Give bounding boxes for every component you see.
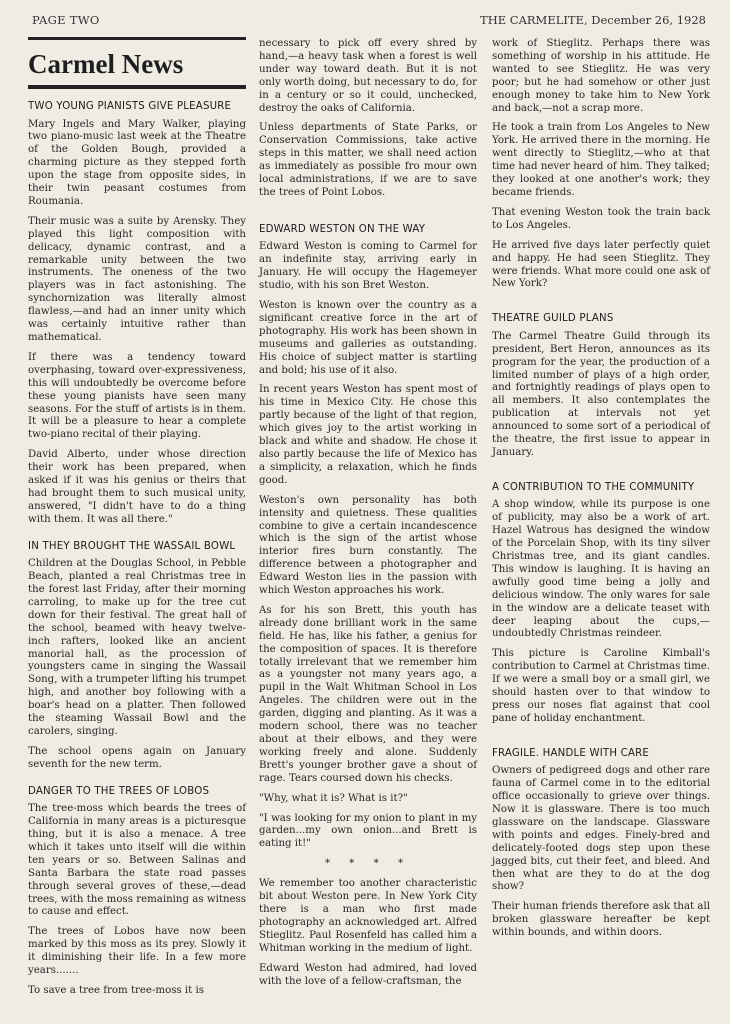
article-paragraph: "Why, what it is? What is it?" xyxy=(259,792,408,804)
article-paragraph: Owners of pedigreed dogs and other rare fauna of Carmel come in to the editorial office occasionally to grieve over things. Now it is glassware. There is too much glassware on the landscape. Glassware with points and edges. Finely-bred and delicately-footed dogs step upon these jagged bits, cut their feet, and bleed. And then what are they to do at the dog show? xyxy=(492,765,710,893)
article-heading: A CONTRIBUTION TO THE COMMUNITY xyxy=(492,481,695,493)
article-contribution-community xyxy=(492,482,710,726)
article-paragraph: necessary to pick off every shred by hand,—a heavy task when a forest is well under way toward death. But it is not only worth doing, but necessary to do, for in a century or so it could, unchecked, destroy the oaks of California. xyxy=(259,38,477,114)
article-paragraph: David Alberto, under whose direction their work has been prepared, when asked if it was his genius or theirs that had brought them to such musical unity, answered, "I didn't have to do a thing with them. It was all there." xyxy=(28,449,246,525)
article-heading: EDWARD WESTON ON THE WAY xyxy=(259,223,426,235)
column-2 xyxy=(259,38,477,995)
article-paragraph: If there was a tendency toward overphasing, toward over-expressiveness, this will undoubtedly be overcome before these young pianists have seen many seasons. For the stuff of artists is in them. It will be a pleasure to hear a complete two-piano recital of their playing. xyxy=(28,351,246,441)
article-paragraph: Weston is known over the country as a significant creative force in the art of photography. His work has been shown in museums and galleries as outstanding. His choice of subject matter is startling and bold; his use of it also. xyxy=(259,300,477,376)
article-paragraph: Edward Weston had admired, had loved with the love of a fellow-craftsman, the xyxy=(259,962,477,987)
article-paragraph: A shop window, while its purpose is one of publicity, may also be a work of art. Hazel Watrous has designed the window of the Porcelain Shop, with its tiny silver Christmas tree, and its giant candles. This window is laughing. It is having an awfully good time being a jolly and delicious window. The only wares for sale in the window are a delicate teaset with deer leaping about the cups,—undoubtedly Christmas reindeer. xyxy=(492,499,710,640)
article-paragraph: The school opens again on January seventh for the new term. xyxy=(28,745,246,770)
article-paragraph: That evening Weston took the train back to Los Angeles. xyxy=(492,206,710,231)
article-paragraph: To save a tree from tree-moss it is xyxy=(28,984,204,996)
article-theatre-guild xyxy=(492,313,710,460)
article-paragraph: Weston's own personality has both intensity and quietness. These qualities combine to give a certain incandescence which is the sign of the artist whose interior fires burn constantly. The difference between a photographer and Edward Weston lies in the passion with which Weston approaches his work. xyxy=(259,494,477,597)
article-two-young-pianists xyxy=(28,101,246,527)
article-paragraph: work of Stieglitz. Perhaps there was something of worship in his attitude. He wanted to see Stieglitz. He was very poor; but he had somehow or other just enough money to take him to New York and back,—not a scrap more. xyxy=(492,38,710,114)
article-heading: THEATRE GUILD PLANS xyxy=(492,313,614,325)
article-paragraph: We remember too another characteristic bit about Weston pere. In New York City there is a man who first made photography an acknowledged art. Alfred Stieglitz. Paul Rosenfeld has called him a Whitman working in the medium of light. xyxy=(259,878,477,954)
publication-date-line: THE CARMELITE, December 26, 1928 xyxy=(480,13,706,27)
article-edward-weston xyxy=(259,224,477,989)
article-paragraph: The tree-moss which beards the trees of California in many areas is a picturesque thing, but it is also a menace. A tree which it takes unto itself will die within ten years or so. Between Salinas and Santa Barbara the state road passes through several groves of these,—dead trees, with the moss remaining as witness to cause and effect. xyxy=(28,803,246,918)
article-paragraph: Their human friends therefore ask that all broken glassware hereafter be kept within bounds, and within doors. xyxy=(492,901,710,939)
column-3 xyxy=(492,38,710,947)
article-paragraph: The trees of Lobos have now been marked by this moss as its prey. Slowly it it diminishing their life. In a few more years....... xyxy=(28,926,246,977)
article-paragraph: Mary Ingels and Mary Walker, playing two piano-music last week at the Theatre of the Golden Bough, provided a charming picture as they stepped forth upon the stage from opposite sides, in their twin peasant costumes from Roumania. xyxy=(28,118,246,207)
article-paragraph: The Carmel Theatre Guild through its president, Bert Heron, announces as its program for the year, the production of a limited number of plays of a high order, and fortnightly readings of plays open to all members. It also contemplates the publication at intervals not yet announced to some sort of a periodical of the theatre, the first issue to appear in January. xyxy=(492,330,710,458)
article-heading: FRAGILE. HANDLE WITH CARE xyxy=(492,747,650,759)
article-fragile-handle-with-care xyxy=(492,748,710,940)
article-paragraph: As for his son Brett, this youth has already done brilliant work in the same field. He has, like his father, a genius for the composition of spaces. It is therefore totally irrelevant that we remember him as a youngster not many years ago, a pupil in the Walt Whitman School in Los Angeles. The children were out in the garden, digging and planting. As it was a modern school, there was no teacher about at their elbows, and they were working freely and alone. Suddenly Brett's younger brother gave a shout of rage. Tears coursed down his checks. xyxy=(259,604,477,784)
article-paragraph: "I was looking for my onion to plant in my garden...my own onion...and Brett is eating it!" xyxy=(259,812,477,850)
article-paragraph: He took a train from Los Angeles to New York. He arrived there in the morning. He went directly to Stieglitz,—who at that time had never heard of him. They talked; they looked at one another's work; they became friends. xyxy=(492,122,710,198)
masthead-title: Carmel News xyxy=(28,49,184,79)
article-heading: DANGER TO THE TREES OF LOBOS xyxy=(28,785,210,797)
column-1 xyxy=(28,35,246,1005)
page-number-label: PAGE TWO xyxy=(32,13,100,27)
article-danger-trees-lobos xyxy=(28,786,246,998)
article-paragraph: He arrived five days later perfectly quiet and happy. He had seen Stieglitz. They were friends. What more could one ask of New York? xyxy=(492,239,710,290)
article-paragraph: This picture is Caroline Kimball's contribution to Carmel at Christmas time. If we were a small boy or a small girl, we should hasten over to that window to press our noses flat against that cool pane of holiday enchantment. xyxy=(492,648,710,724)
masthead-rule-bottom xyxy=(28,85,246,89)
article-paragraph: Children at the Douglas School, in Pebble Beach, planted a real Christmas tree in the forest last Friday, after their morning carroling, to make up for the tree cut down for their festival. The great hall of the school, beamed with heavy twelve-inch rafters, looked like an ancient manorial hall, as the procession of youngsters came in singing the Wassail Song, with a trumpeter lifting his trumpet high, and another boy following with a boar's head on a platter. Then followed the steaming Wassail Bowl and the carolers, singing. xyxy=(28,558,246,737)
article-paragraph: Unless departments of State Parks, or Conservation Commissions, take active steps in this matter, we shall need action as immediately as possible fro mour own local administrations, if we are to save the trees of Point Lobos. xyxy=(259,122,477,198)
article-heading: IN THEY BROUGHT THE WASSAIL BOWL xyxy=(28,540,236,552)
article-wassail-bowl xyxy=(28,541,246,772)
article-paragraph: Their music was a suite by Arensky. They played this light composition with delicacy, dynamic contrast, and a remarkable unity between the two instruments. The oneness of the two players was in fact astonishing. The synchornization was literally almost flawless,—and had an inner unity which was certainly intuitive rather than mathematical. xyxy=(28,215,246,343)
article-heading: TWO YOUNG PIANISTS GIVE PLEASURE xyxy=(28,101,232,112)
article-paragraph: Edward Weston is coming to Carmel for an indefinite stay, arriving early in January. He will occupy the Hagemeyer studio, with his son Bret Weston. xyxy=(259,241,477,292)
article-paragraph: In recent years Weston has spent most of his time in Mexico City. He chose this partly because of the light of that region, which gives joy to the artist working in black and white and shadow. He chose it also partly because the life of Mexico has a simplicity, a relaxation, which he finds good. xyxy=(259,384,477,486)
section-divider-stars: * * * * xyxy=(324,858,412,870)
